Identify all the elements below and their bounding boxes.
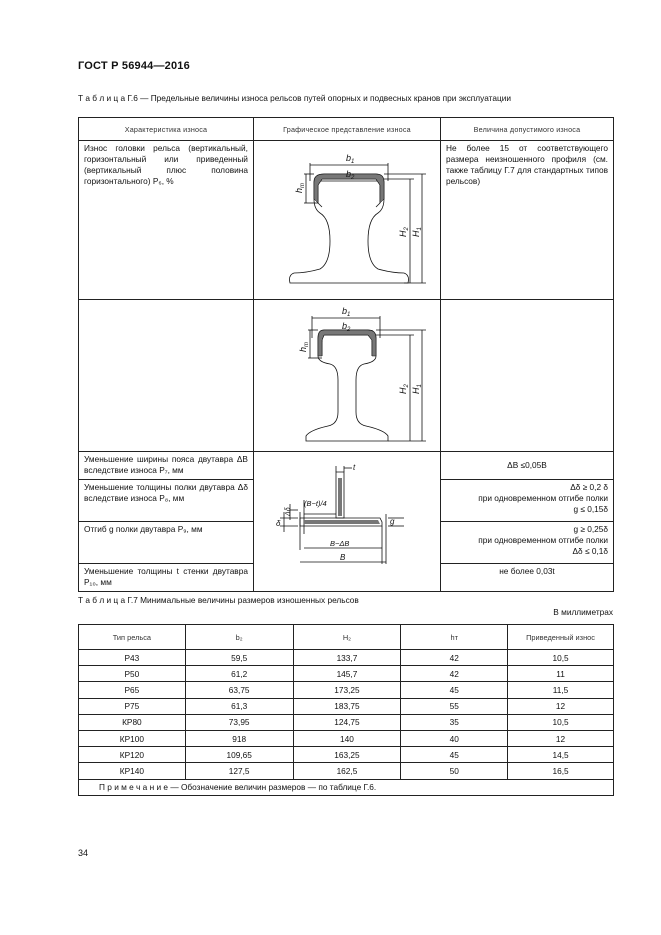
cell: 11: [508, 666, 614, 682]
cell: 61,2: [185, 666, 293, 682]
table7-col-header: Приведенный износ: [508, 625, 614, 650]
cell: 162,5: [293, 763, 401, 779]
table6-row: [79, 141, 614, 300]
cell: 109,65: [185, 747, 293, 763]
cell: Р65: [79, 682, 186, 698]
table6-cell-value: [440, 300, 613, 452]
ibeam-diagram-cell: [253, 452, 440, 592]
cell: 918: [185, 730, 293, 746]
cell: 73,95: [185, 714, 293, 730]
table7-col-header: b₂: [185, 625, 293, 650]
table6-cell-value: [440, 522, 613, 564]
ibeam-flange-wear-diagram: [254, 454, 440, 586]
table-row: [79, 747, 614, 763]
value-line: при одновременном отгибе полки: [478, 493, 608, 503]
cell: 59,5: [185, 650, 293, 666]
label-b-minus-db: B−ΔB: [329, 539, 350, 548]
table6-cell-characteristic: Уменьшение толщины t стенки двутавра P₁₀, мм: [79, 564, 254, 592]
value-line: Δδ ≤ 0,1δ: [572, 546, 608, 556]
table6-cell-value: Не более 15 от соответствующего размера неизношенного профиля (см. также таблицу Г.7 для стандартных типов рельсов): [440, 141, 613, 300]
table-row: [79, 730, 614, 746]
label-B: B: [339, 553, 346, 562]
table6-col-header: Характеристика износа: [79, 118, 254, 141]
table6-cell-characteristic: Отгиб g полки двутавра P₉, мм: [79, 522, 254, 564]
table-row: [79, 666, 614, 682]
table7-note-row: [79, 779, 614, 795]
label-delta-delta: Δδ: [284, 507, 292, 516]
cell: 140: [293, 730, 401, 746]
table6: [78, 117, 614, 592]
cell: 10,5: [508, 714, 614, 730]
table7-note: П р и м е ч а н и е — Обозначение величин размеров — по таблице Г.6.: [79, 779, 614, 795]
table6-header-row: [79, 118, 614, 141]
table7-header-row: [79, 625, 614, 650]
label-H2: $H_2$: [397, 384, 410, 394]
label-t: t: [352, 463, 356, 472]
table7: [78, 624, 614, 796]
cell: КР100: [79, 730, 186, 746]
cell: Р43: [79, 650, 186, 666]
crane-rail-wear-diagram: [254, 300, 440, 448]
cell: 45: [401, 682, 508, 698]
label-bt4: (B−t)/4: [303, 499, 327, 508]
cell: 12: [508, 730, 614, 746]
cell: КР140: [79, 763, 186, 779]
table7-col-header: hт: [401, 625, 508, 650]
document-header: ГОСТ Р 56944—2016: [78, 60, 190, 72]
crane-rail-diagram-cell: [253, 300, 440, 452]
table7-col-header: Тип рельса: [79, 625, 186, 650]
table6-row: [79, 300, 614, 452]
table6-cell-characteristic: Износ головки рельса (вертикальный, горизонтальный или приведенный (вертикальный плюс половина горизонтального) P₆, %: [79, 141, 254, 300]
cell: 14,5: [508, 747, 614, 763]
table-row: [79, 682, 614, 698]
table6-caption: Т а б л и ц а Г.6 — Предельные величины износа рельсов путей опорных и подвесных кранов при эксплуатации: [78, 93, 511, 103]
table7-col-header: H₂: [293, 625, 401, 650]
label-b2: $b_2$: [341, 321, 351, 333]
label-ht: $h_т$: [293, 182, 306, 193]
value-line: g ≥ 0,25δ: [573, 524, 608, 534]
cell: 61,3: [185, 698, 293, 714]
cell: Р50: [79, 666, 186, 682]
cell: КР120: [79, 747, 186, 763]
cell: 10,5: [508, 650, 614, 666]
value-line: g ≤ 0,15δ: [573, 504, 608, 514]
table-row: [79, 698, 614, 714]
cell: 42: [401, 650, 508, 666]
cell: 133,7: [293, 650, 401, 666]
table6-cell-value: [440, 480, 613, 522]
cell: 163,25: [293, 747, 401, 763]
cell: 124,75: [293, 714, 401, 730]
label-b1: $b_1$: [345, 153, 355, 165]
label-H2: $H_2$: [397, 227, 410, 237]
label-g: g: [389, 517, 395, 526]
table6-cell-characteristic: [79, 300, 254, 452]
cell: 183,75: [293, 698, 401, 714]
page-number: 34: [78, 848, 89, 858]
table6-row: [79, 452, 614, 480]
table-row: [79, 714, 614, 730]
cell: 127,5: [185, 763, 293, 779]
cell: 12: [508, 698, 614, 714]
table6-cell-value: не более 0,03t: [440, 564, 613, 592]
rail-wear-diagram: [254, 141, 440, 296]
cell: 16,5: [508, 763, 614, 779]
table7-units: В миллиметрах: [553, 607, 613, 617]
cell: 40: [401, 730, 508, 746]
table6-cell-characteristic: Уменьшение толщины полки двутавра Δδ вследствие износа P₈, мм: [79, 480, 254, 522]
label-b2: $b_2$: [345, 169, 355, 181]
cell: 50: [401, 763, 508, 779]
table6-col-header: Графическое представление износа: [253, 118, 440, 141]
table-row: [79, 650, 614, 666]
cell: 63,75: [185, 682, 293, 698]
rail-head-diagram-cell: [253, 141, 440, 300]
label-H1: $H_1$: [410, 384, 423, 394]
label-delta: δ: [275, 519, 281, 528]
table7-caption: Т а б л и ц а Г.7 Минимальные величины размеров изношенных рельсов: [78, 595, 359, 605]
cell: 55: [401, 698, 508, 714]
table6-col-header: Величина допустимого износа: [440, 118, 613, 141]
label-H1: $H_1$: [410, 227, 423, 237]
value-line: Δδ ≥ 0,2 δ: [570, 482, 608, 492]
cell: 145,7: [293, 666, 401, 682]
label-b1: $b_1$: [341, 306, 351, 318]
value-line: при одновременном отгибе полки: [478, 535, 608, 545]
table6-cell-value: ΔB ≤0,05B: [440, 452, 613, 480]
cell: Р75: [79, 698, 186, 714]
label-ht: $h_т$: [297, 341, 310, 352]
cell: 42: [401, 666, 508, 682]
cell: 173,25: [293, 682, 401, 698]
cell: 45: [401, 747, 508, 763]
cell: 11,5: [508, 682, 614, 698]
cell: КР80: [79, 714, 186, 730]
cell: 35: [401, 714, 508, 730]
table-row: [79, 763, 614, 779]
table6-cell-characteristic: Уменьшение ширины пояса двутавра ΔB вследствие износа P₇, мм: [79, 452, 254, 480]
